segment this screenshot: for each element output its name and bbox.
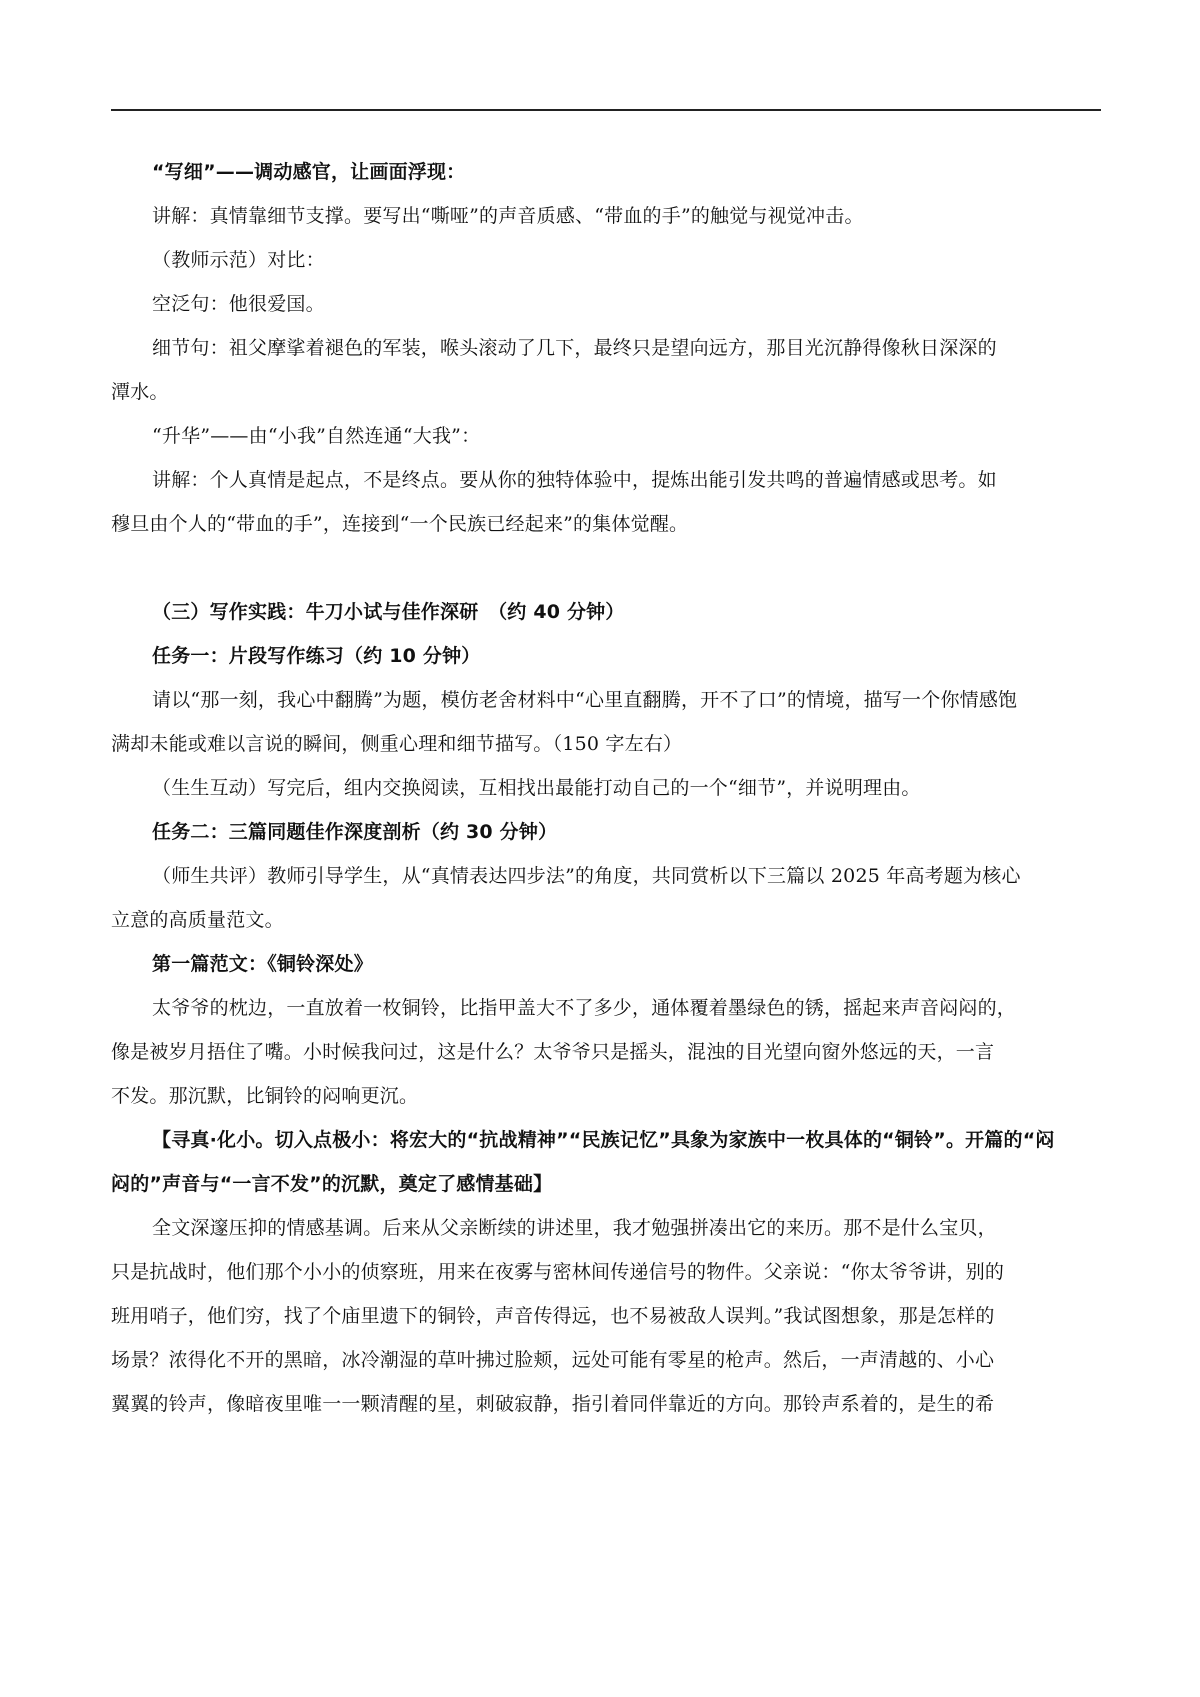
paragraph: （教师示范）对比： [152, 249, 325, 271]
essay-paragraph-continuation: 只是抗战时，他们那个小小的侦察班，用来在夜雾与密林间传递信号的物件。父亲说：“你太爷爷讲，别的 [111, 1261, 1005, 1283]
paragraph: 细节句：祖父摩挲着褪色的军装，喉头滚动了几下，最终只是望向远方，那目光沉静得像秋日深深的 [152, 337, 997, 359]
essay-paragraph: 全文深邃压抑的情感基调。后来从父亲断续的讲述里，我才勉强拼凑出它的来历。那不是什么宝贝， [152, 1217, 997, 1239]
essay-paragraph-continuation: 像是被岁月捂住了嘴。小时候我问过，这是什么？太爷爷只是摇头，混浊的目光望向窗外悠远的天，一言 [111, 1041, 995, 1063]
document-body [111, 150, 1100, 1426]
header-rule [111, 109, 1101, 111]
paragraph: 请以“那一刻，我心中翻腾”为题，模仿老舍材料中“心里直翻腾，开不了口”的情境，描写一个你情感饱 [152, 689, 1018, 711]
paragraph-continuation: 立意的高质量范文。 [111, 909, 284, 931]
paragraph-continuation: 满却未能或难以言说的瞬间，侧重心理和细节描写。（150 字左右） [111, 733, 683, 755]
paragraph: （生生互动）写完后，组内交换阅读，互相找出最能打动自己的一个“细节”，并说明理由。 [152, 777, 921, 799]
heading-sublimate: “升华”——由“小我”自然连通“大我”： [152, 425, 481, 447]
essay-paragraph-continuation: 场景？浓得化不开的黑暗，冰冷潮湿的草叶拂过脸颊，远处可能有零星的枪声。然后，一声清越的、小心 [111, 1349, 995, 1371]
essay-paragraph-continuation: 不发。那沉默，比铜铃的闷响更沉。 [111, 1085, 419, 1107]
paragraph-continuation: 潭水。 [111, 381, 169, 403]
task-heading: 任务二：三篇同题佳作深度剖析（约 30 分钟） [152, 821, 558, 843]
paragraph: 讲解：个人真情是起点，不是终点。要从你的独特体验中，提炼出能引发共鸣的普遍情感或思考。如 [152, 469, 997, 491]
annotation-note: 【寻真·化小。切入点极小：将宏大的“抗战精神”“民族记忆”具象为家族中一枚具体的“铜铃”。开篇的“闷 [152, 1129, 1055, 1151]
paragraph-continuation: 穆旦由个人的“带血的手”，连接到“一个民族已经起来”的集体觉醒。 [111, 513, 689, 535]
essay-title: 第一篇范文：《铜铃深处》 [152, 953, 373, 975]
essay-paragraph-continuation: 翼翼的铃声，像暗夜里唯一一颗清醒的星，刺破寂静，指引着同伴靠近的方向。那铃声系着的，是生的希 [111, 1393, 995, 1415]
spacer [152, 546, 1100, 590]
section-heading: （三）写作实践：牛刀小试与佳作深研 （约 40 分钟） [152, 601, 625, 623]
heading-write-detail: “写细”——调动感官，让画面浮现： [152, 161, 466, 183]
essay-paragraph-continuation: 班用哨子，他们穷，找了个庙里遗下的铜铃，声音传得远，也不易被敌人误判。”我试图想象，那是怎样的 [111, 1305, 995, 1327]
paragraph: （师生共评）教师引导学生，从“真情表达四步法”的角度，共同赏析以下三篇以 2025 年高考题为核心 [152, 865, 1021, 887]
paragraph: 讲解：真情靠细节支撑。要写出“嘶哑”的声音质感、“带血的手”的触觉与视觉冲击。 [152, 205, 864, 227]
essay-paragraph: 太爷爷的枕边，一直放着一枚铜铃，比指甲盖大不了多少，通体覆着墨绿色的锈，摇起来声音闷闷的， [152, 997, 1017, 1019]
annotation-note-continuation: 闷的”声音与“一言不发”的沉默，奠定了感情基础】 [111, 1173, 553, 1195]
paragraph: 空泛句：他很爱国。 [152, 293, 325, 315]
task-heading: 任务一：片段写作练习（约 10 分钟） [152, 645, 481, 667]
